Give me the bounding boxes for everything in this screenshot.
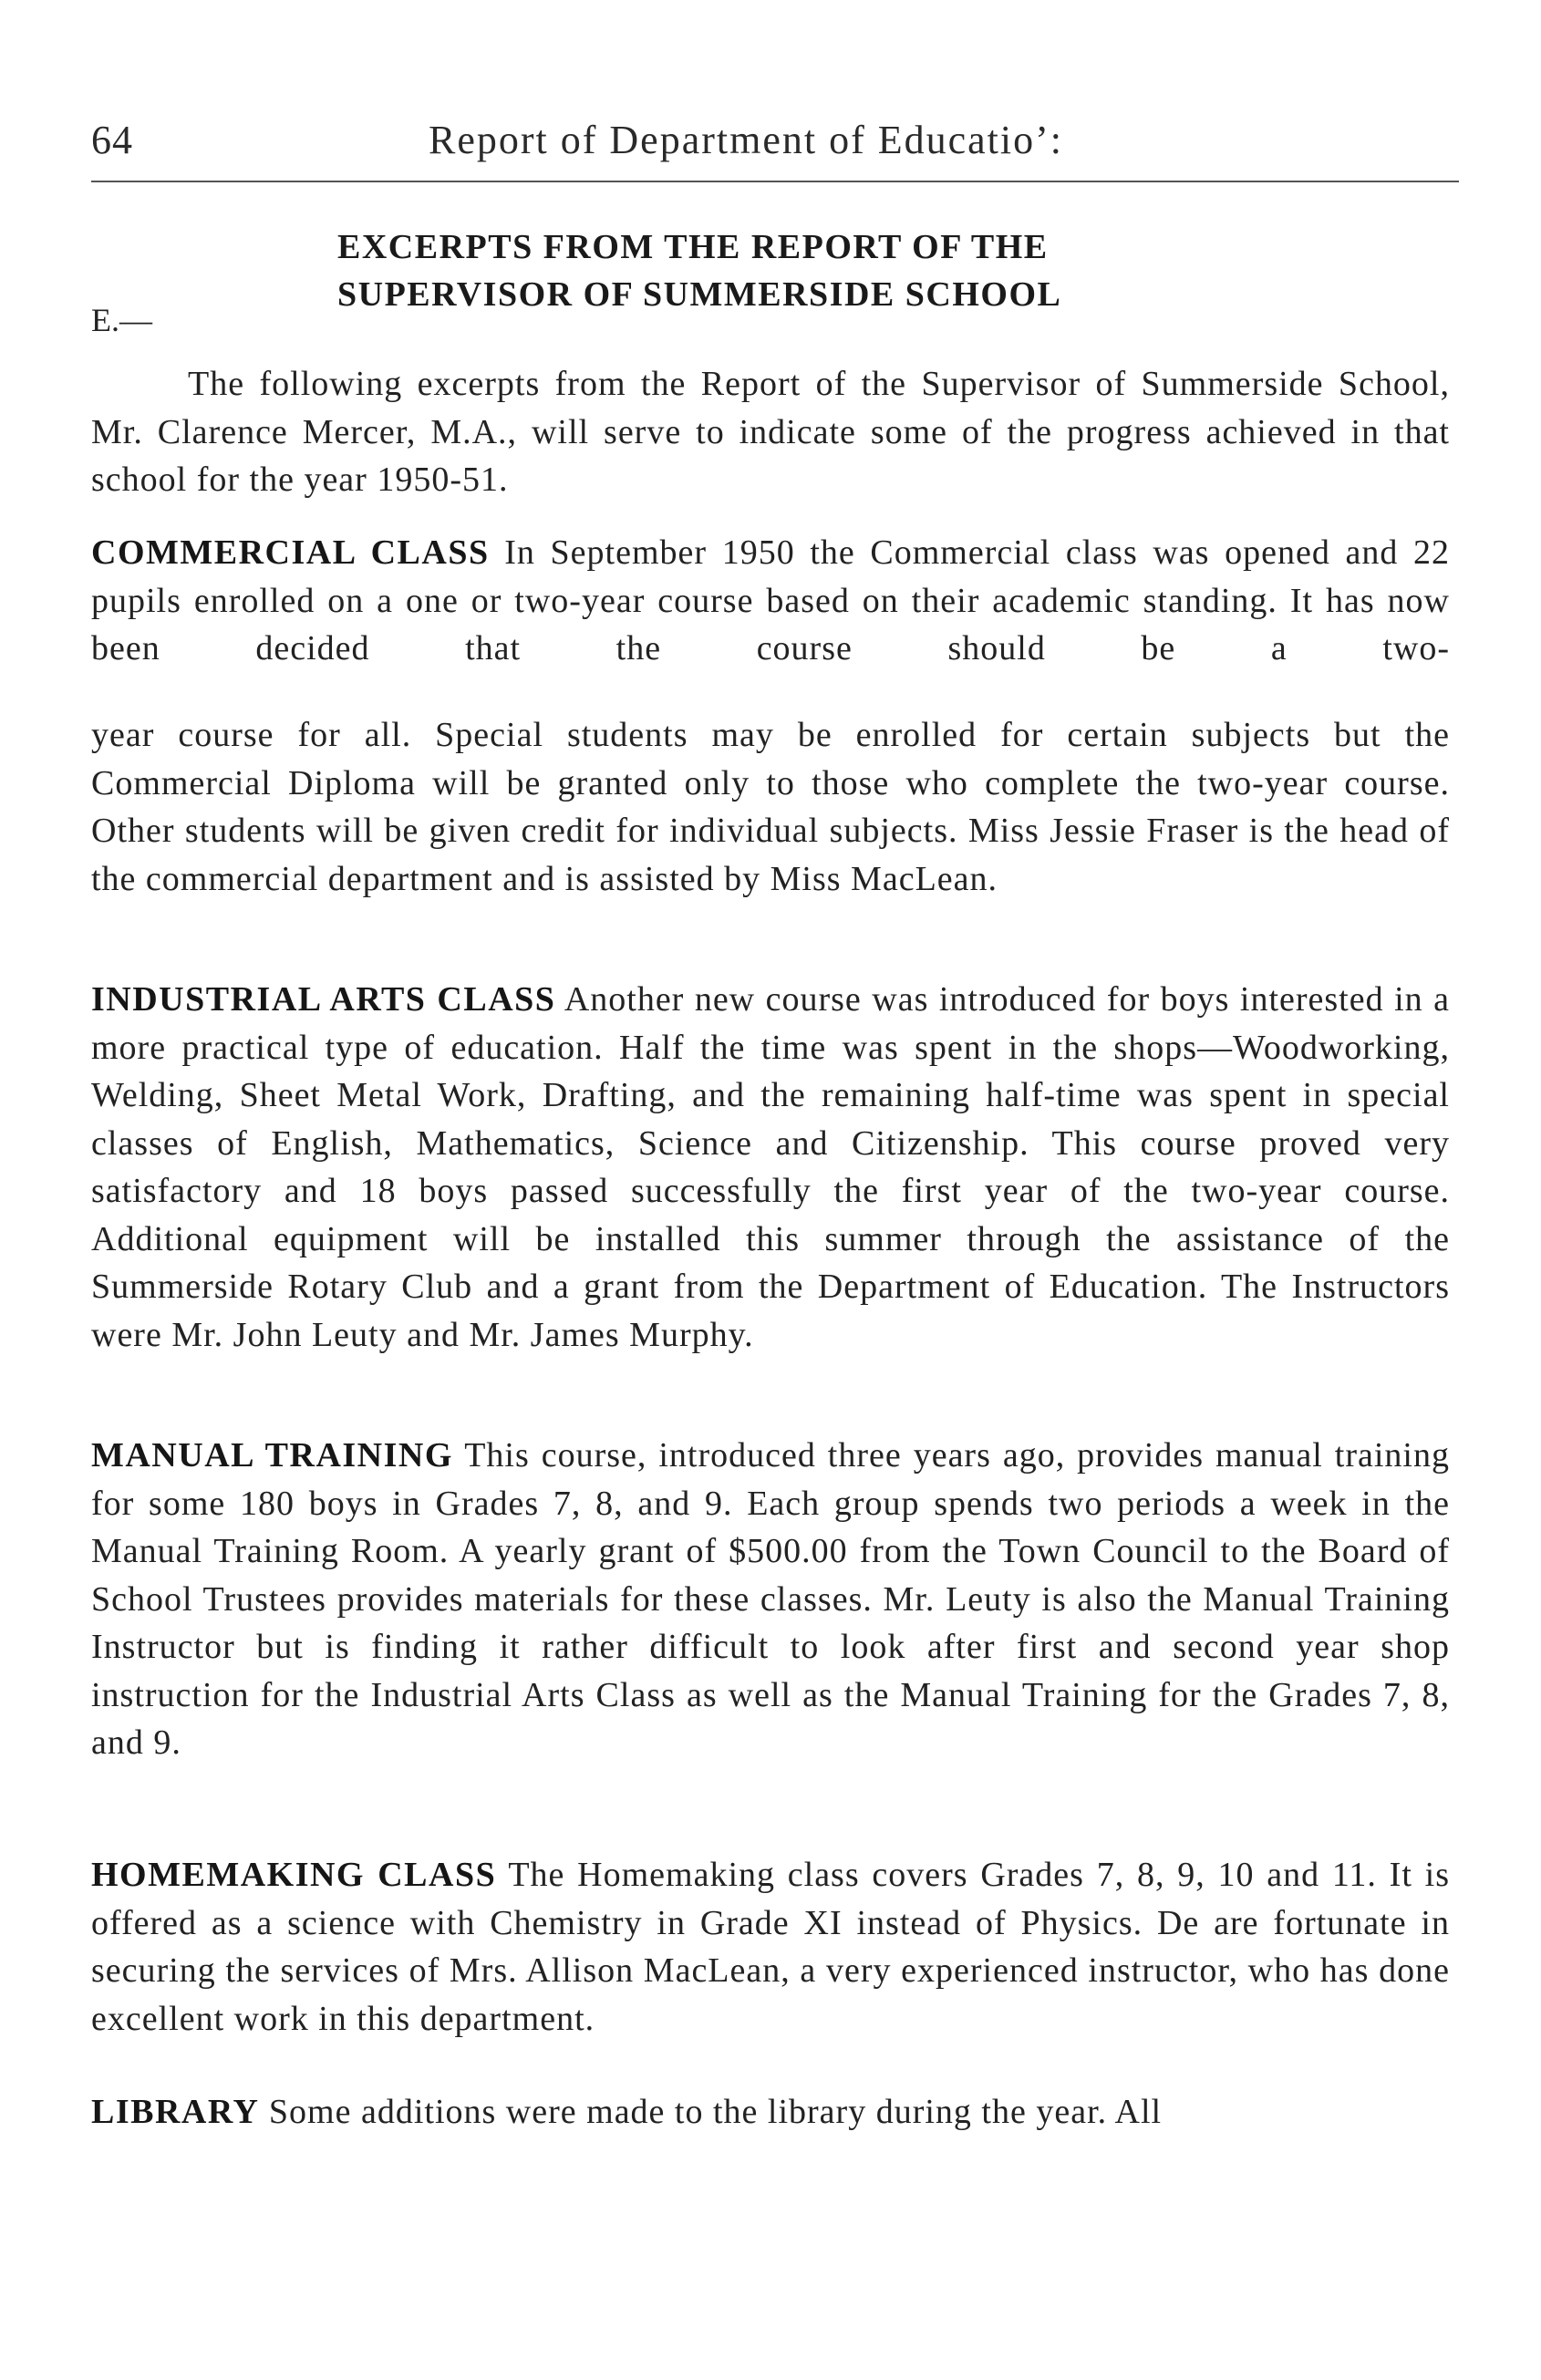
section-title: [337, 223, 1249, 318]
page-header: [91, 117, 1459, 171]
industrial-arts-paragraph: [91, 976, 1450, 1359]
commercial-paragraph-continued: [91, 711, 1450, 903]
industrial-arts-text: Another new course was introduced for boys interested in a more practical type of education. Half the time was spent in the shops—Woodworking, Welding, Sheet Metal Work, Drafting, and the remaining half-time was spent in special classes of English, Mathematics, Science and Citizenship. This course proved very satisfactory and 18 boys passed successfully the first year of the two-year course. Additional equipment will be installed this summer through the assistance of the Summerside Rotary Club and a grant from the Department of Education. The Instructors were Mr. John Leuty and Mr. James Murphy.: [91, 980, 1450, 1354]
commercial-text-part1: In September 1950 the Commercial class was opened and 22 pupils enrolled on a one or two-year course based on their academic standing. It has now been decided that the course should be a two-: [91, 533, 1450, 667]
library-heading: LIBRARY: [91, 2093, 260, 2131]
homemaking-paragraph: [91, 1851, 1450, 2043]
library-paragraph: [91, 2088, 1450, 2137]
running-title: Report of Department of Educatio’:: [429, 118, 1064, 162]
intro-text: The following excerpts from the Report of the Supervisor of Summerside School, Mr. Clarence Mercer, M.A., will serve to indicate some of the progress achieved in that school for the year 1950-51.: [91, 365, 1450, 499]
commercial-text-part2: year course for all. Special students may be enrolled for certain subjects but the Commercial Diploma will be granted only to those who complete the two-year course. Other students will be given credit for individual subjects. Miss Jessie Fraser is the head of the commercial department and is assisted by Miss MacLean.: [91, 716, 1450, 898]
manual-training-text: This course, introduced three years ago, provides manual training for some 180 boys in Grades 7, 8, and 9. Each group spends two periods a week in the Manual Training Room. A yearly grant of $500.00 from the Town Council to the Board of School Trustees provides materials for these classes. Mr. Leuty is also the Manual Training Instructor but is finding it rather difficult to look after first and second year shop instruction for the Industrial Arts Class as well as the Manual Training for the Grades 7, 8, and 9.: [91, 1436, 1450, 1762]
manual-training-heading: MANUAL TRAINING: [91, 1436, 453, 1475]
manual-training-paragraph: [91, 1432, 1450, 1767]
page-number: 64: [91, 118, 133, 162]
homemaking-text: The Homemaking class covers Grades 7, 8, 9, 10 and 11. It is offered as a science with Chemistry in Grade XI instead of Physics. De are fortunate in securing the services of Mrs. Allison MacLean, a very experienced instructor, who has done excellent work in this department.: [91, 1856, 1450, 2038]
commercial-heading: COMMERCIAL CLASS: [91, 533, 490, 572]
header-rule: [91, 181, 1459, 182]
library-text: Some additions were made to the library during the year. All: [268, 2093, 1163, 2131]
section-title-line-2: SUPERVISOR OF SUMMERSIDE SCHOOL: [337, 275, 1062, 314]
section-letter: E.—: [91, 302, 152, 338]
intro-paragraph: [91, 360, 1450, 504]
section-title-line-1: EXCERPTS FROM THE REPORT OF THE: [337, 228, 1049, 266]
homemaking-heading: HOMEMAKING CLASS: [91, 1856, 497, 1894]
commercial-paragraph: [91, 529, 1450, 673]
industrial-arts-heading: INDUSTRIAL ARTS CLASS: [91, 980, 556, 1019]
